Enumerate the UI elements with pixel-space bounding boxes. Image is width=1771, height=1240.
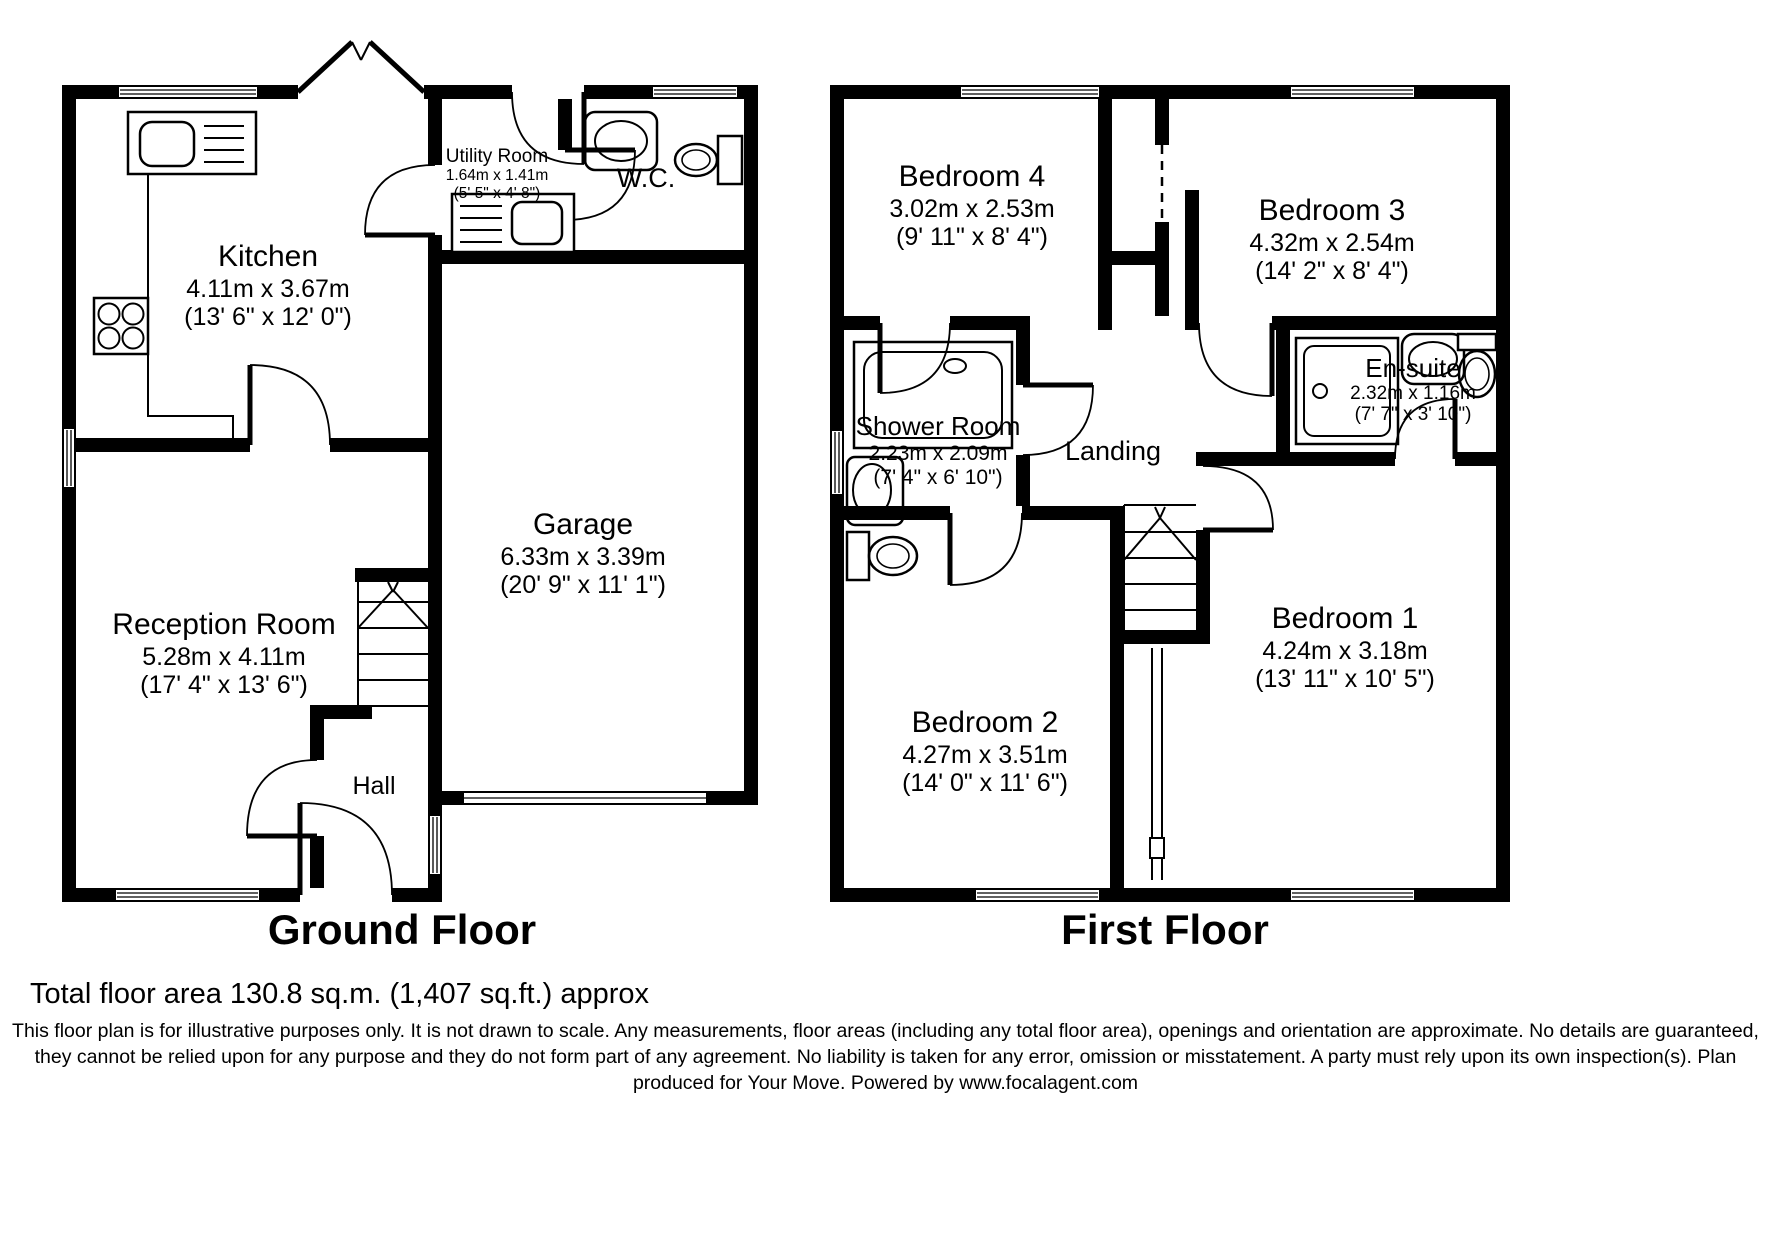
reception-front-window-icon: [115, 889, 260, 901]
utility-name: Utility Room: [445, 146, 549, 167]
bedroom1-window-icon: [1290, 889, 1415, 901]
bedroom1-door-icon: [1203, 466, 1273, 530]
hall-side-window-icon: [429, 815, 441, 875]
total-floor-area: Total floor area 130.8 sq.m. (1,407 sq.ft.) approx: [30, 978, 649, 1010]
room-label-shower-room: [856, 412, 1021, 490]
kitchen-dim-imperial: (13' 6" x 12' 0"): [184, 303, 352, 332]
ensuite-dim-imperial: (7' 7" x 3' 10"): [1354, 403, 1472, 425]
ensuite-name: En-suite: [1365, 353, 1461, 383]
ground-floor-walls: [62, 85, 758, 902]
ground-floor-stairs: [358, 582, 428, 712]
bedroom1-wardrobe-icon: [1150, 648, 1164, 880]
bedroom3-dim-metric: 4.32m x 2.54m: [1249, 228, 1415, 257]
ground-floor-windows: [63, 86, 738, 901]
kitchen-hob-icon: [94, 298, 148, 354]
room-label-bedroom4: [889, 160, 1054, 252]
bedroom4-door-icon: [880, 323, 950, 393]
garage-name: Garage: [532, 508, 634, 541]
room-label-kitchen: [184, 240, 352, 332]
wc-toilet-icon: [675, 136, 742, 184]
bedroom1-name: Bedroom 1: [1271, 602, 1419, 635]
bedroom4-dim-metric: 3.02m x 2.53m: [889, 194, 1055, 223]
reception-name: Reception Room: [112, 608, 336, 641]
room-label-landing: [1065, 436, 1161, 467]
room-label-garage: [500, 508, 666, 600]
bedroom2-window-icon: [975, 889, 1100, 901]
room-label-bedroom2: [902, 706, 1068, 798]
room-label-hall: [352, 772, 395, 801]
first-floor-title: First Floor: [1061, 906, 1269, 953]
bedroom3-dim-imperial: (14' 2" x 8' 4"): [1255, 257, 1409, 286]
hall-reception-door-icon: [247, 760, 317, 836]
disclaimer-line-3: produced for Your Move. Powered by www.focalagent.com: [632, 1072, 1139, 1094]
bedroom2-dim-metric: 4.27m x 3.51m: [902, 740, 1068, 769]
kitchen-utility-door-icon: [365, 165, 435, 235]
bedroom3-window-icon: [1290, 86, 1415, 98]
kitchen-sink-icon: [128, 112, 256, 174]
bedroom3-name: Bedroom 3: [1258, 194, 1406, 227]
room-label-wc: [617, 163, 676, 194]
utility-dim-metric: 1.64m x 1.41m: [445, 167, 549, 185]
bedroom4-name: Bedroom 4: [898, 160, 1046, 193]
reception-side-window-icon: [63, 428, 75, 488]
bedroom2-name: Bedroom 2: [911, 706, 1059, 739]
room-label-reception: [112, 608, 335, 700]
wc-name: W.C.: [616, 163, 676, 193]
kitchen-window-icon: [118, 86, 258, 98]
disclaimer-line-2: they cannot be relied upon for any purpose and they do not form part of any agreement. No liability is taken for any error, omission or misstatement. A party must rely upon its own inspection(s). Plan: [34, 1046, 1737, 1068]
shower-room-dim-imperial: (7' 4" x 6' 10"): [873, 466, 1003, 490]
garage-door-icon: [455, 792, 715, 804]
ground-floor-title: Ground Floor: [267, 906, 537, 953]
room-label-bedroom3: [1249, 194, 1414, 286]
shower-room-name: Shower Room: [855, 411, 1021, 441]
bedroom2-dim-imperial: (14' 0" x 11' 6"): [902, 769, 1068, 798]
shower-room-dim-metric: 2.23m x 2.09m: [868, 441, 1008, 465]
shower-room-toilet-icon: [847, 532, 917, 580]
bedroom4-window-icon: [960, 86, 1100, 98]
room-label-ensuite: [1350, 354, 1476, 426]
room-label-utility: [446, 146, 549, 202]
bedroom1-dim-imperial: (13' 11" x 10' 5"): [1255, 665, 1435, 694]
hall-name: Hall: [352, 772, 396, 800]
utility-dim-imperial: (5' 5" x 4' 8"): [453, 184, 541, 202]
wc-basin-icon: [585, 112, 657, 170]
ensuite-dim-metric: 2.32m x 1.16m: [1350, 382, 1476, 404]
garage-dim-imperial: (20' 9" x 11' 1"): [500, 571, 666, 600]
reception-dim-imperial: (17' 4" x 13' 6"): [140, 671, 308, 700]
french-doors-icon: [298, 42, 424, 92]
bedroom1-dim-metric: 4.24m x 3.18m: [1262, 636, 1428, 665]
landing-name: Landing: [1064, 436, 1162, 466]
bedroom4-dim-imperial: (9' 11" x 8' 4"): [896, 223, 1048, 252]
bedroom3-door-icon: [1199, 323, 1272, 396]
shower-room-window-icon: [831, 430, 843, 495]
wc-window-icon: [652, 86, 738, 98]
garage-dim-metric: 6.33m x 3.39m: [500, 542, 666, 571]
room-label-bedroom1: [1255, 602, 1435, 694]
utility-sink-icon: [452, 194, 574, 252]
kitchen-dim-metric: 4.11m x 3.67m: [186, 274, 350, 303]
reception-dim-metric: 5.28m x 4.11m: [142, 642, 306, 671]
bedroom2-door-icon: [950, 513, 1022, 585]
kitchen-reception-door-icon: [250, 365, 330, 445]
kitchen-name: Kitchen: [217, 240, 319, 273]
disclaimer-line-1: This floor plan is for illustrative purposes only. It is not drawn to scale. Any measurements, floor areas (including any total floor area), openings and orientation are approximate. No details are guaranteed,: [12, 1020, 1759, 1042]
first-floor-stairs: [1124, 505, 1196, 630]
